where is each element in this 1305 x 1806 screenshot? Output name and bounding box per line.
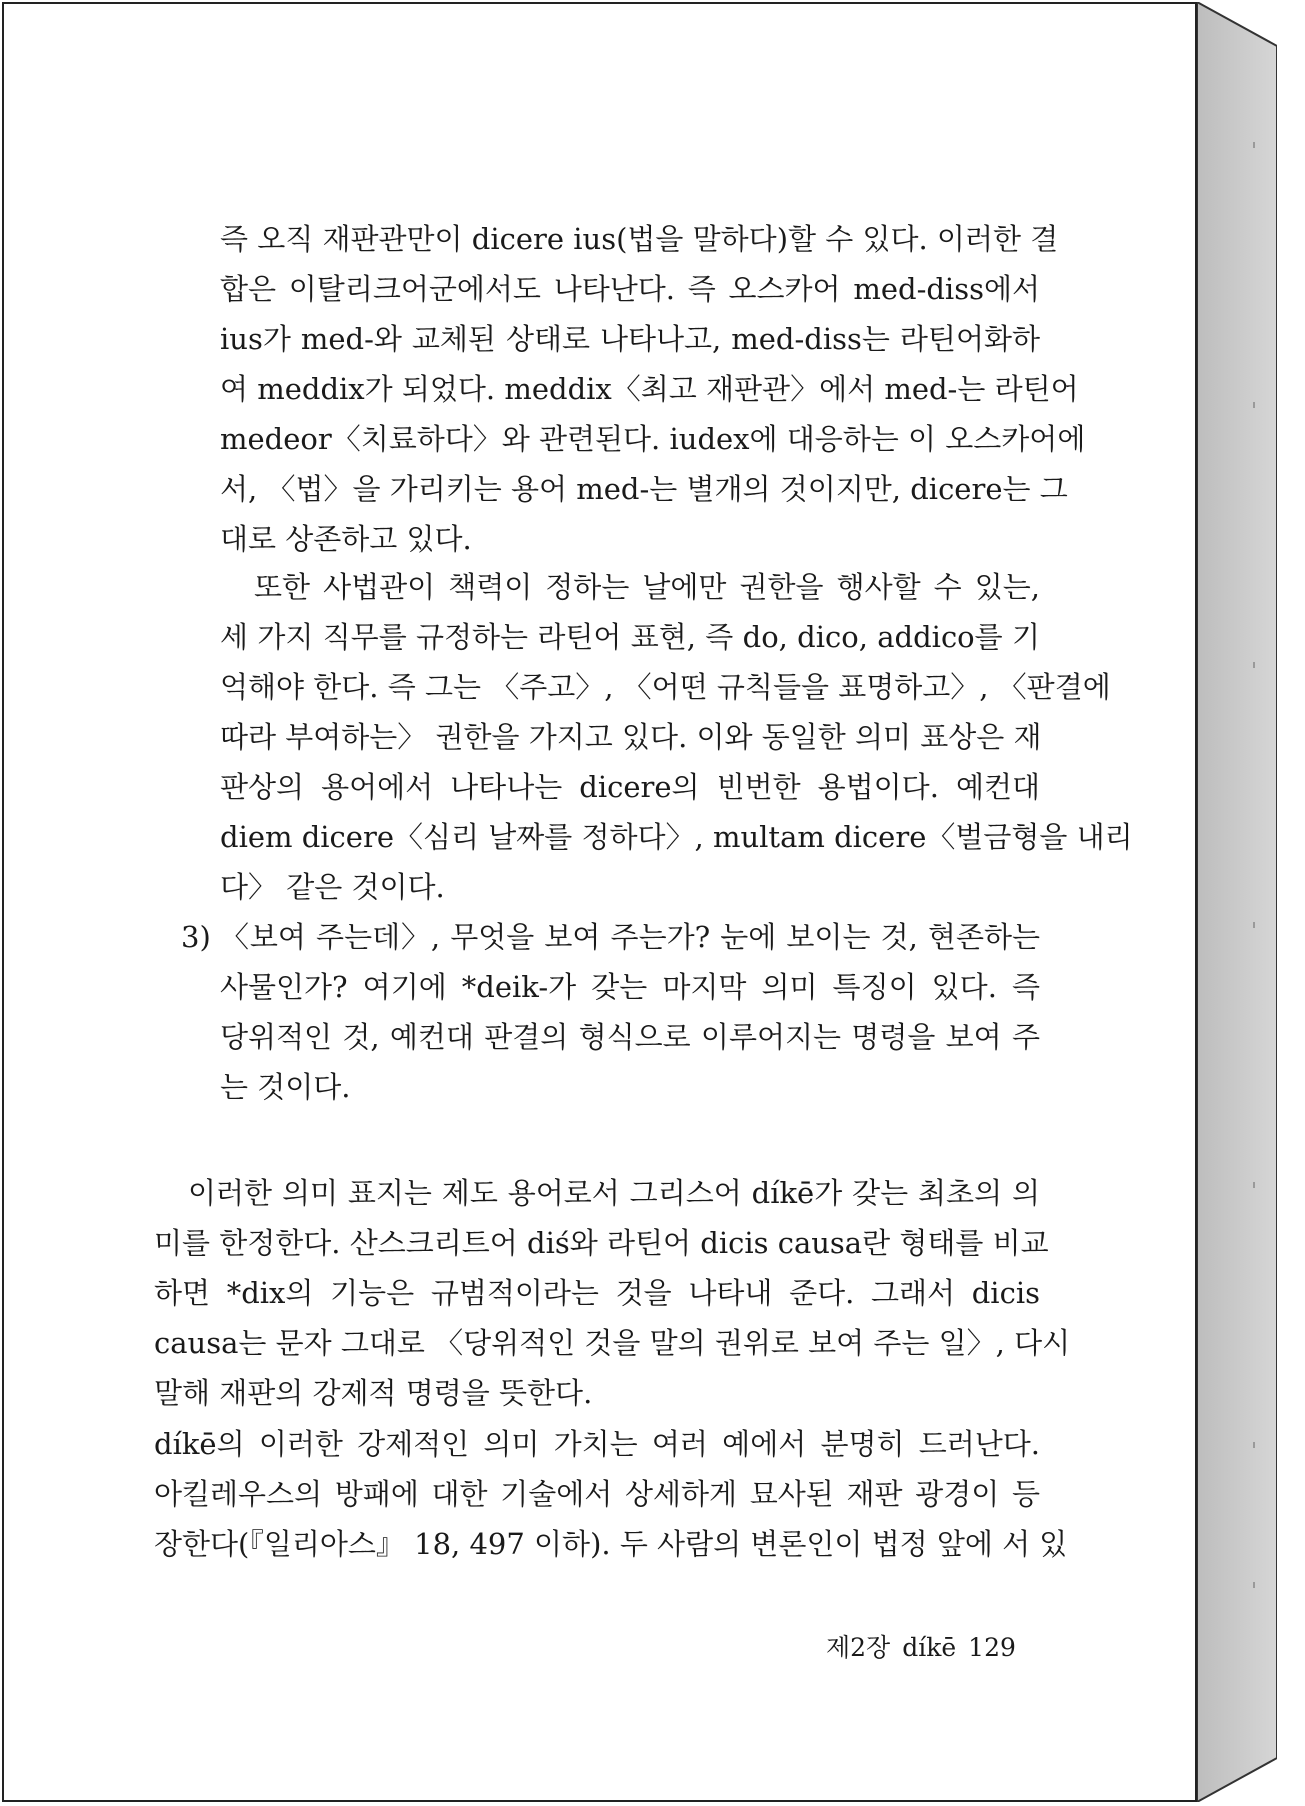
text-line: 이러한 의미 표지는 제도 용어로서 그리스어 díkē가 갖는 최초의 의	[188, 1176, 1040, 1210]
text-line: 당위적인 것, 예컨대 판결의 형식으로 이루어지는 명령을 보여 주	[220, 1020, 1040, 1054]
text-line: 따라 부여하는〉 권한을 가지고 있다. 이와 동일한 의미 표상은 재	[220, 720, 1042, 754]
text-line: ius가 med-와 교체된 상태로 나타나고, med-diss는 라틴어화하	[220, 322, 1040, 356]
text-line: díkē의 이러한 강제적인 의미 가치는 여러 예에서 분명히 드러난다.	[154, 1427, 1040, 1461]
quote-list-item-3	[220, 912, 1040, 1112]
text-line: 억해야 한다. 즉 그는 〈주고〉, 〈어떤 규칙들을 표명하고〉, 〈판결에	[220, 670, 1111, 704]
body-paragraph-1	[154, 1168, 1071, 1418]
text-line: 여 meddix가 되었다. meddix〈최고 재판관〉에서 med-는 라틴어	[220, 372, 1079, 406]
text-line: 말해 재판의 강제적 명령을 뜻한다.	[154, 1376, 593, 1410]
text-line: medeor〈치료하다〉와 관련된다. iudex에 대응하는 이 오스카어에	[220, 422, 1086, 456]
text-line: 서, 〈법〉을 가리키는 용어 med-는 별개의 것이지만, dicere는 그	[220, 472, 1068, 506]
text-line: 또한 사법관이 책력이 정하는 날에만 권한을 행사할 수 있는,	[254, 570, 1040, 604]
text-line: 즉 오직 재판관만이 dicere ius(법을 말하다)할 수 있다. 이러한 결	[220, 222, 1059, 256]
page-number: 129	[968, 1633, 1016, 1662]
text-line: diem dicere〈심리 날짜를 정하다〉, multam dicere〈벌금형을 내리	[220, 820, 1133, 854]
text-line: 는 것이다.	[220, 1070, 351, 1104]
book-page	[2, 2, 1197, 1802]
book-page-edge	[1197, 2, 1277, 1802]
text-line: 대로 상존하고 있다.	[220, 522, 472, 556]
text-line: 판상의 용어에서 나타나는 dicere의 빈번한 용법이다. 예컨대	[220, 770, 1040, 804]
page-edge-shape	[1197, 2, 1277, 1802]
quote-paragraph-1	[220, 214, 1086, 564]
text-line: 합은 이탈리크어군에서도 나타난다. 즉 오스카어 med-diss에서	[220, 272, 1040, 306]
page-footer	[826, 1628, 1028, 1668]
text-line: 하면 *dix의 기능은 규범적이라는 것을 나타내 준다. 그래서 dicis	[154, 1276, 1040, 1310]
chapter-keyword: díkē	[902, 1633, 957, 1662]
text-line: 다〉 같은 것이다.	[220, 870, 445, 904]
text-line: 아킬레우스의 방패에 대한 기술에서 상세하게 묘사된 재판 광경이 등	[154, 1477, 1040, 1511]
list-item-number: 3)	[181, 920, 211, 954]
text-line: causa는 문자 그대로 〈당위적인 것을 말의 권위로 보여 주는 일〉, 다시	[154, 1326, 1071, 1360]
text-line: 〈보여 주는데〉, 무엇을 보여 주는가? 눈에 보이는 것, 현존하는	[220, 920, 1040, 954]
quote-paragraph-2	[220, 562, 1133, 912]
text-line: 장한다(『일리아스』 18, 497 이하). 두 사람의 변론인이 법정 앞에 서 있	[154, 1527, 1068, 1561]
text-line: 세 가지 직무를 규정하는 라틴어 표현, 즉 do, dico, addico를 기	[220, 620, 1040, 654]
page-content	[4, 4, 1195, 1800]
text-line: 미를 한정한다. 산스크리트어 diś와 라틴어 dicis causa란 형태를 비교	[154, 1226, 1049, 1260]
chapter-label: 제2장	[826, 1633, 891, 1662]
body-paragraph-2	[154, 1419, 1068, 1569]
text-line: 사물인가? 여기에 *deik-가 갖는 마지막 의미 특징이 있다. 즉	[220, 970, 1040, 1004]
